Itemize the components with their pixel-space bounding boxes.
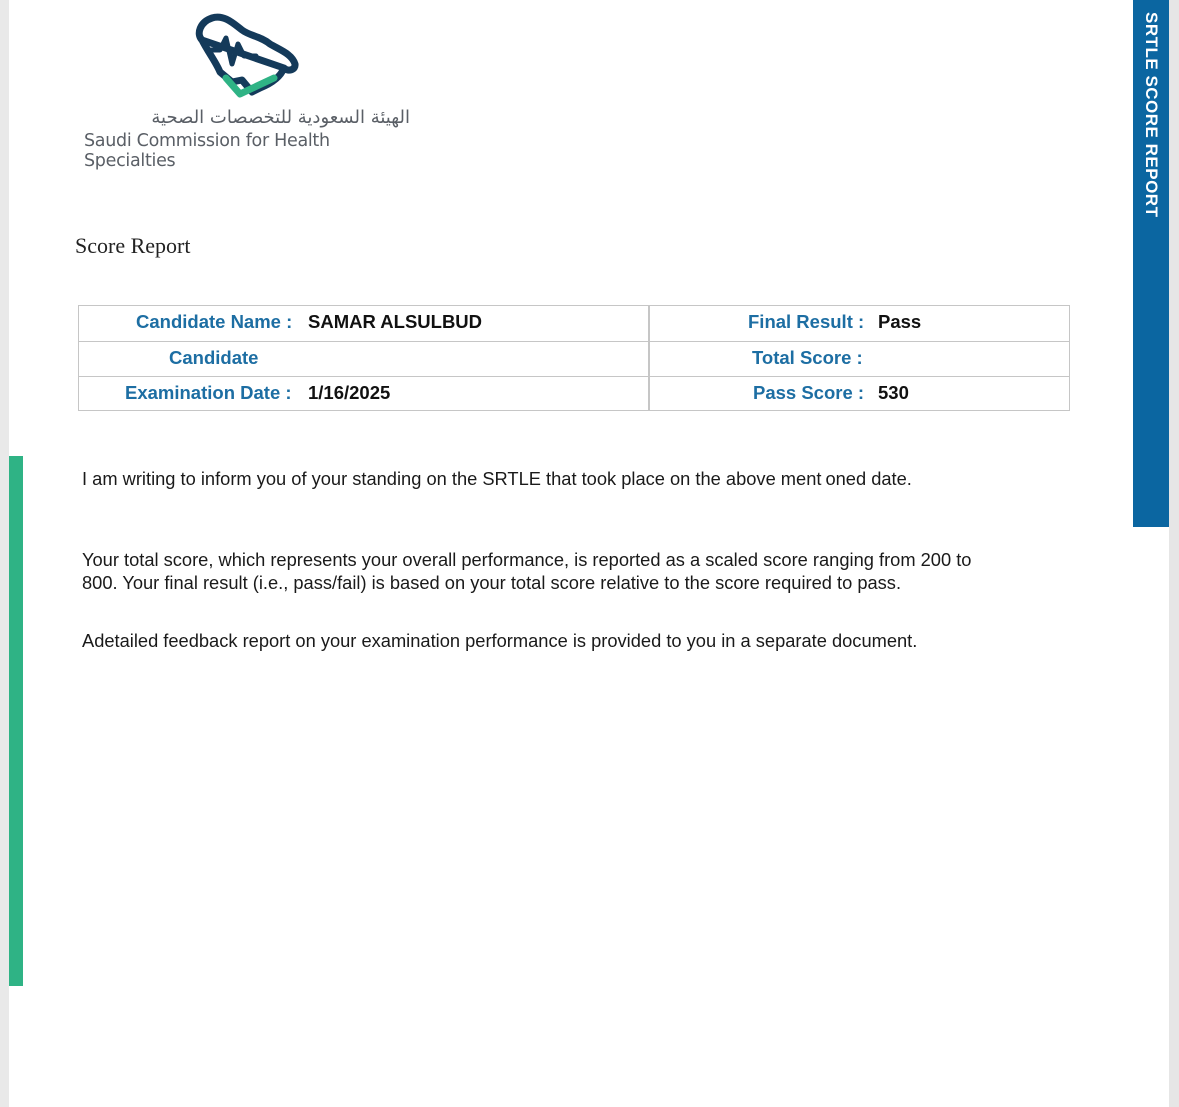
page-right-edge <box>1169 0 1179 1107</box>
final-result-label: Final Result : <box>748 311 865 332</box>
document-title: Score Report <box>75 233 191 258</box>
table-row <box>79 376 1069 412</box>
total-score-label: Total Score : <box>752 347 863 368</box>
table-row <box>79 306 1069 341</box>
pass-score-value: 530 <box>878 382 909 403</box>
saudi-map-heartbeat-icon <box>190 8 302 104</box>
side-tab <box>1133 0 1169 527</box>
candidate-info-table <box>78 305 1070 411</box>
paragraph-standing <box>82 467 912 490</box>
candidate-name-label: Candidate Name : <box>136 311 293 332</box>
organization-name-arabic: الهيئة السعودية للتخصصات الصحية <box>151 107 410 128</box>
paragraph-score-line-2: 800. Your final result (i.e., pass/fail) is based on your total score relative to the score required to pass. <box>82 572 902 593</box>
exam-date-value: 1/16/2025 <box>308 382 391 403</box>
page-left-edge <box>0 0 9 1107</box>
final-result-value: Pass <box>878 311 922 332</box>
organization-name-english: Saudi Commission for Health Specialties <box>84 131 330 171</box>
paragraph-standing-text: I am writing to inform you of your standing on the SRTLE that took place on the above ment <box>82 468 822 489</box>
candidate-label: Candidate <box>169 347 259 368</box>
accent-bar <box>9 456 23 986</box>
paragraph-score-line-1: Your total score, which represents your overall performance, is reported as a scaled score ranging from 200 to <box>82 549 972 570</box>
paragraph-feedback: Adetailed feedback report on your examination performance is provided to you in a separate document. <box>82 630 918 651</box>
paragraph-standing-tail: oned date. <box>825 468 912 489</box>
candidate-name-value: SAMAR ALSULBUD <box>308 311 483 332</box>
table-row <box>79 341 1069 377</box>
exam-date-label: Examination Date : <box>125 382 292 403</box>
side-tab-label: SRTLE SCORE REPORT <box>1142 12 1161 218</box>
pass-score-label: Pass Score : <box>753 382 865 403</box>
